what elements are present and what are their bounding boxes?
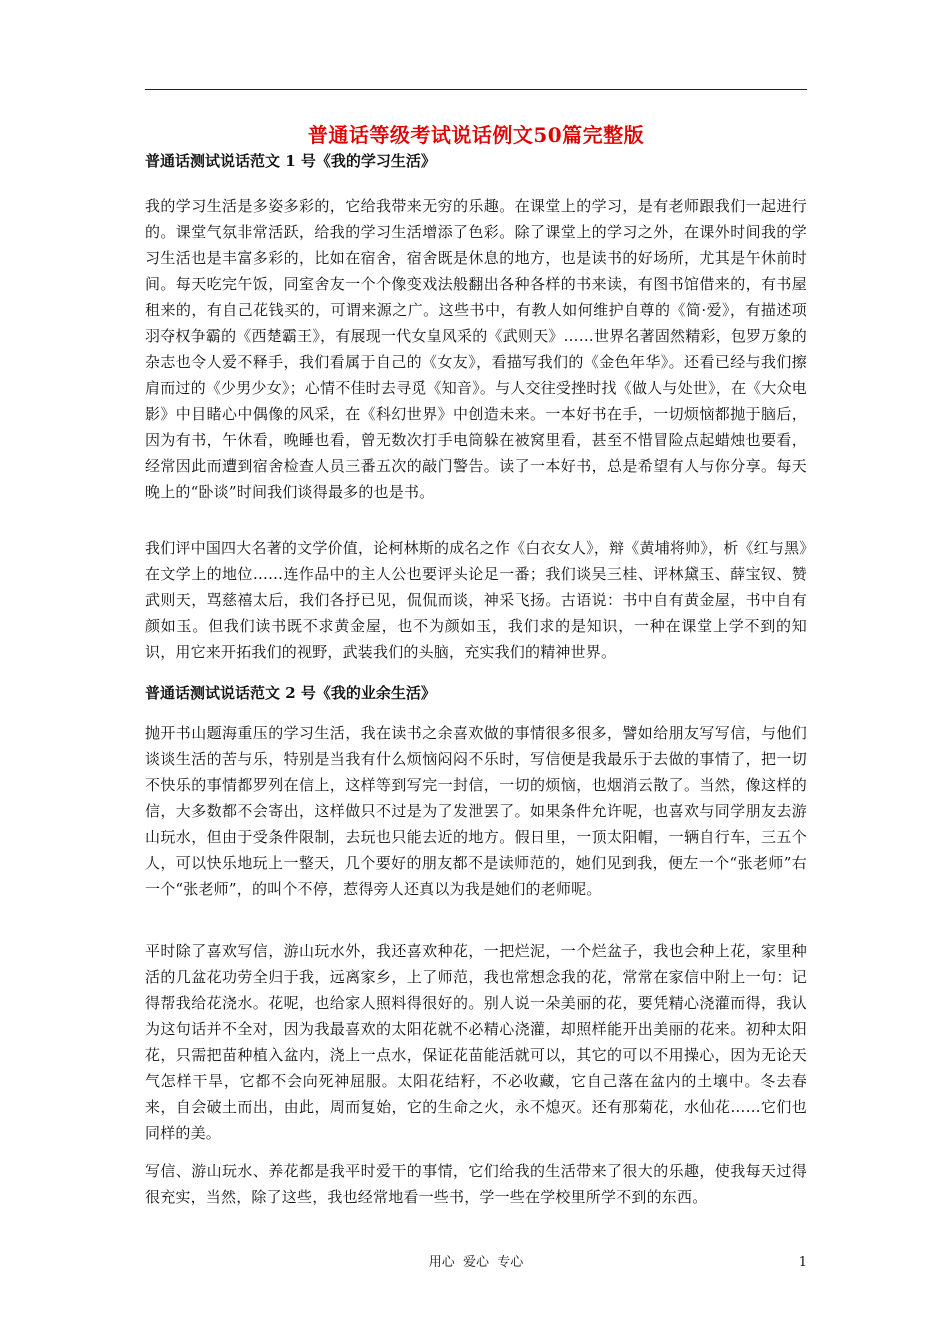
paragraph: 我的学习生活是多姿多彩的，它给我带来无穷的乐趣。在课堂上的学习，是有老师跟我们一起进行的。课堂气氛非常活跃，给我的学习生活增添了色彩。除了课堂上的学习之外，在课外时间我的学习生活也是丰富多彩的，比如在宿舍，宿舍既是休息的地方，也是读书的好场所，尤其是午休前时间。每天吃完午饭，同室舍友一个个像变戏法般翻出各种各样的书来读，有图书馆借来的，有书屋租来的，有自己花钱买的，可谓来源之广。这些书中，有教人如何维护自尊的《简·爱》，有描述项羽夺权争霸的《西楚霸王》，有展现一代女皇风采的《武则天》……世界名著固然精彩，包罗万象的杂志也令人爱不释手，我们看属于自己的《女友》，看描写我们的《金色年华》。还看已经与我们擦肩而过的《少男少女》；心情不佳时去寻觅《知音》。与人交往受挫时找《做人与处世》，在《大众电影》中目睹心中偶像的风采，在《科幻世界》中创造未来。一本好书在手，一切烦恼都抛于脑后，因为有书，午休看，晚睡也看，曾无数次打手电筒躲在被窝里看，甚至不惜冒险点起蜡烛也要看，经常因此而遭到宿舍检查人员三番五次的敲门警告。读了一本好书，总是希望有人与你分享。每天晚上的“卧谈”时间我们谈得最多的也是书。 xyxy=(145,197,807,501)
page-footer: 用心 爱心 专心 xyxy=(428,1255,524,1270)
document-title: 普通话等级考试说话例文50篇完整版 xyxy=(307,123,645,147)
paragraph: 我们评中国四大名著的文学价值，论柯林斯的成名之作《白衣女人》，辩《黄埔将帅》，析《红与黑》在文学上的地位……连作品中的主人公也要评头论足一番；我们谈吴三桂、评林黛玉、薛宝钗、赞武则天，骂慈禧太后，我们各抒已见，侃侃而谈，神采飞扬。古语说：书中自有黄金屋，书中自有颜如玉。但我们读书既不求黄金屋，也不为颜如玉，我们求的是知识，一种在课堂上学不到的知识，用它来开拓我们的视野，武装我们的头脑，充实我们的精神世界。 xyxy=(145,539,807,661)
section-heading-2: 普通话测试说话范文 2 号《我的业余生活》 xyxy=(145,684,436,702)
section-heading-1: 普通话测试说话范文 1 号《我的学习生活》 xyxy=(145,152,436,170)
page-number: 1 xyxy=(798,1255,807,1270)
paragraph: 抛开书山题海重压的学习生活，我在读书之余喜欢做的事情很多很多，譬如给朋友写写信，与他们谈谈生活的苦与乐，特别是当我有什么烦恼闷闷不乐时，写信便是我最乐于去做的事情了，把一切不快乐的事情都罗列在信上，这样等到写完一封信，一切的烦恼，也烟消云散了。当然，像这样的信，大多数都不会寄出，这样做只不过是为了发泄罢了。如果条件允许呢，也喜欢与同学朋友去游山玩水，但由于受条件限制，去玩也只能去近的地方。假日里，一顶太阳帽，一辆自行车，三五个人，可以快乐地玩上一整天，几个要好的朋友都不是读师范的，她们见到我，便左一个“张老师”右一个“张老师”，的叫个不停，惹得旁人还真以为我是她们的老师呢。 xyxy=(145,724,807,898)
paragraph: 写信、游山玩水、养花都是我平时爱干的事情，它们给我的生活带来了很大的乐趣，使我每天过得很充实，当然，除了这些，我也经常地看一些书，学一些在学校里所学不到的东西。 xyxy=(145,1162,807,1206)
paragraph: 平时除了喜欢写信，游山玩水外，我还喜欢种花，一把烂泥，一个烂盆子，我也会种上花，家里种活的几盆花功劳全归于我，远离家乡，上了师范，我也常想念我的花，常常在家信中附上一句：记得帮我给花浇水。花呢，也给家人照料得很好的。别人说一朵美丽的花，要凭精心浇灌而得，我认为这句话并不全对，因为我最喜欢的太阳花就不必精心浇灌，却照样能开出美丽的花来。初种太阳花，只需把苗种植入盆内，浇上一点水，保证花苗能活就可以，其它的可以不用操心，因为无论天气怎样干旱，它都不会向死神屈服。太阳花结籽，不必收藏，它自己落在盆内的土壤中。冬去春来，自会破土而出，由此，周而复始，它的生命之火，永不熄灭。还有那菊花，水仙花……它们也同样的美。 xyxy=(145,942,807,1142)
header-rule xyxy=(145,89,807,90)
